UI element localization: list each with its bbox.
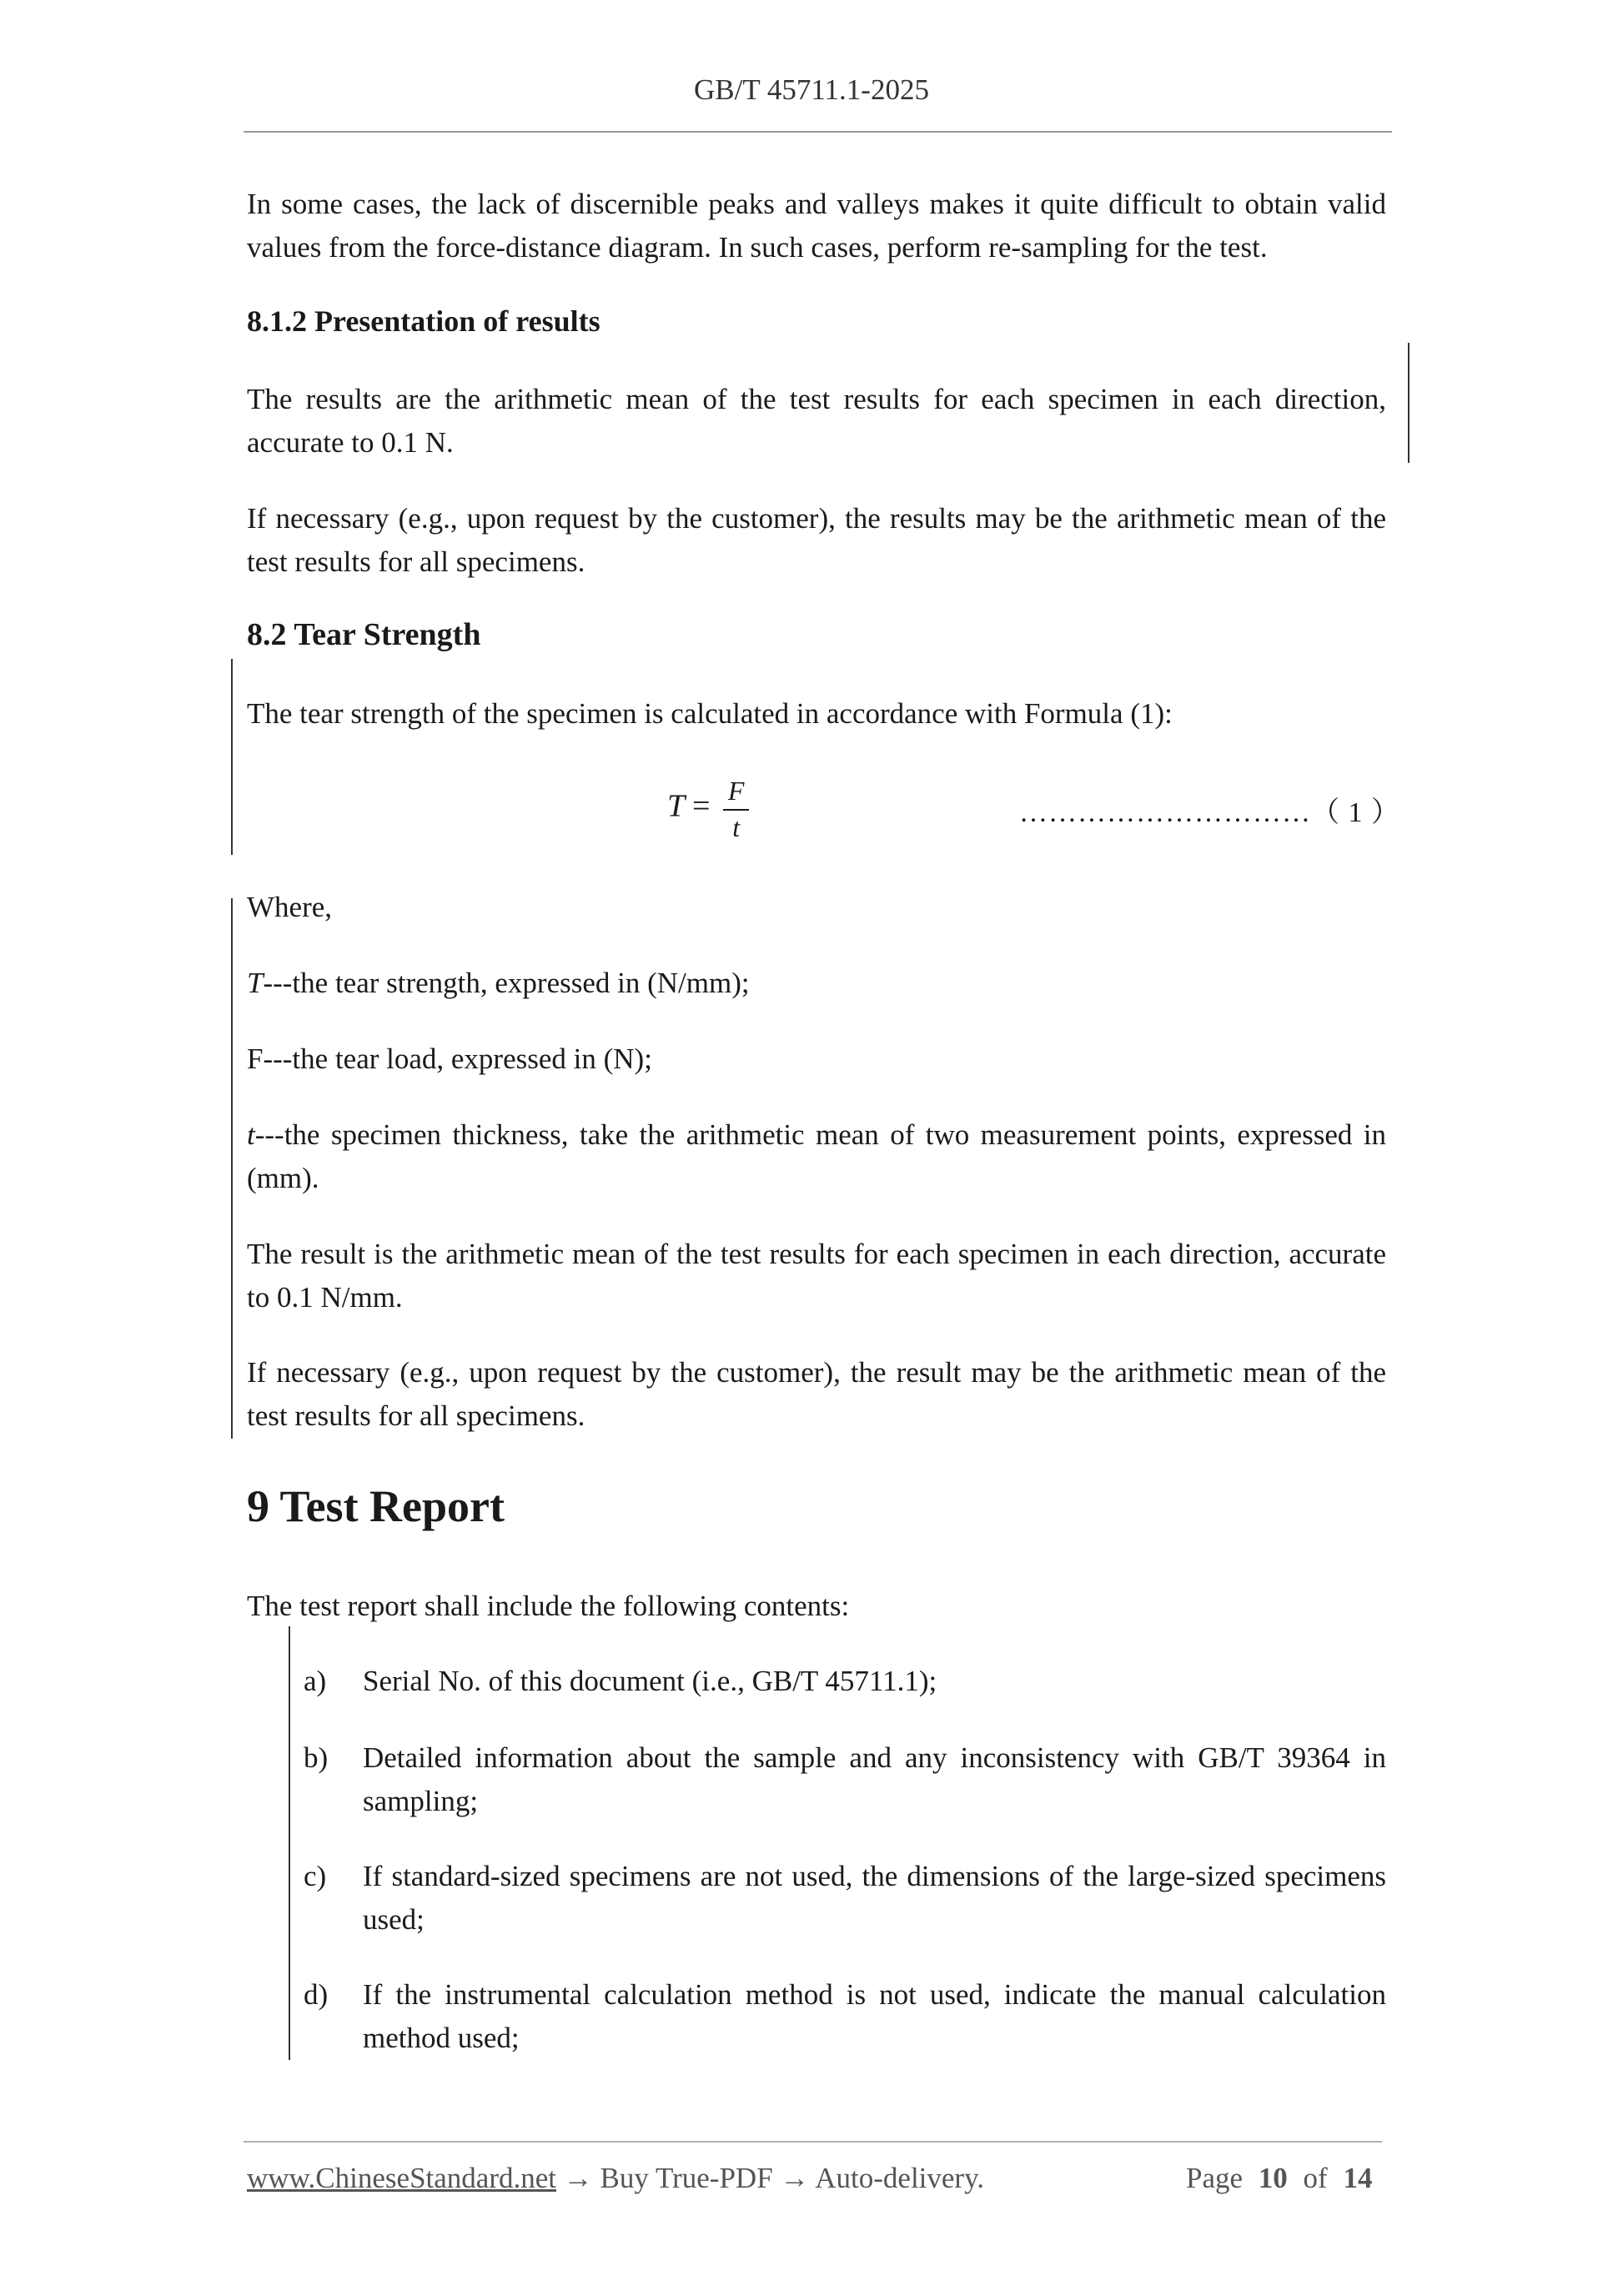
footer-rule xyxy=(244,2141,1382,2143)
list-item-c-text: If standard-sized specimens are not used, the dimensions of the large-sized specimens used; xyxy=(363,1860,1386,1936)
formula-denominator: t xyxy=(732,812,741,842)
list-item-c-mark: c) xyxy=(304,1860,327,1892)
list-item-b-mark: b) xyxy=(304,1741,329,1774)
test-report-intro: The test report shall include the following contents: xyxy=(247,1590,850,1622)
change-bar-8-1-2 xyxy=(1408,343,1409,463)
page-indicator xyxy=(1186,2162,1372,2195)
formula-1 xyxy=(667,774,749,844)
list-item-b-text: Detailed information about the sample and any inconsistency with GB/T 39364 in sampling; xyxy=(363,1741,1386,1817)
formula-numerator: F xyxy=(723,774,750,811)
section-8-2-title: 8.2 Tear Strength xyxy=(247,617,481,652)
tear-strength-intro: The tear strength of the specimen is calculated in accordance with Formula (1): xyxy=(247,697,1173,730)
formula-lhs: T xyxy=(667,788,685,824)
page-label: Page xyxy=(1186,2162,1244,2194)
definition-symbol: t xyxy=(247,1118,255,1151)
formula-equals: = xyxy=(691,788,711,824)
definition-symbol: T xyxy=(247,967,264,999)
definition-symbol: F xyxy=(247,1042,264,1075)
tear-result-paragraph-2: If necessary (e.g., upon request by the customer), the result may be the arithmetic mean of the test results for all specimens. xyxy=(247,1356,1386,1432)
page-total: 14 xyxy=(1343,2162,1373,2194)
results-paragraph-1: The results are the arithmetic mean of the test results for each specimen in each direction, accurate to 0.1 N. xyxy=(247,383,1386,459)
where-label: Where, xyxy=(247,891,333,923)
document-id-header: GB/T 45711.1-2025 xyxy=(694,73,929,106)
arrow-icon: → xyxy=(563,2162,593,2194)
formula-leader: ………………………… xyxy=(1019,797,1311,828)
results-paragraph-2: If necessary (e.g., upon request by the customer), the results may be the arithmetic mean of the test results for all specimens. xyxy=(247,502,1386,578)
section-8-1-2-title: 8.1.2 Presentation of results xyxy=(247,304,600,338)
change-bar-8-2-top xyxy=(231,659,233,855)
list-item-a-mark: a) xyxy=(304,1665,327,1697)
formula-fraction xyxy=(723,774,750,844)
buy-true-pdf-text: Buy True-PDF xyxy=(600,2162,773,2194)
definition-text: ---the tear load, expressed in (N); xyxy=(263,1042,652,1075)
definition-t-thickness xyxy=(247,1113,1386,1200)
intro-paragraph: In some cases, the lack of discernible peaks and valleys makes it quite difficult to obtain valid values from the force-distance diagram. In such cases, perform re-sampling for the test. xyxy=(247,188,1386,264)
list-item-d-text: If the instrumental calculation method is not used, indicate the manual calculation method used; xyxy=(363,1978,1386,2054)
definition-text: ---the specimen thickness, take the arithmetic mean of two measurement points, expressed in (mm). xyxy=(247,1118,1386,1194)
formula-number xyxy=(1019,789,1400,830)
section-9-title: 9 Test Report xyxy=(247,1481,505,1531)
page-of: of xyxy=(1303,2162,1328,2194)
definition-f-load xyxy=(247,1037,1386,1081)
footer-left xyxy=(247,2162,984,2195)
formula-number-label: （ 1 ） xyxy=(1311,797,1400,828)
change-bar-8-2-bottom xyxy=(231,898,233,1439)
change-bar-9 xyxy=(289,1626,290,2060)
site-link[interactable]: www.ChineseStandard.net xyxy=(247,2162,556,2194)
auto-delivery-text: Auto-delivery. xyxy=(815,2162,985,2194)
list-item-d-mark: d) xyxy=(304,1978,329,2011)
tear-result-paragraph-1: The result is the arithmetic mean of the test results for each specimen in each direction, accurate to 0.1 N/mm. xyxy=(247,1238,1386,1314)
definition-t-strength xyxy=(247,962,1386,1005)
definition-text: ---the tear strength, expressed in (N/mm); xyxy=(263,967,750,999)
header-rule xyxy=(244,131,1392,133)
arrow-icon: → xyxy=(780,2162,810,2194)
list-item-a-text: Serial No. of this document (i.e., GB/T 45711.1); xyxy=(363,1665,937,1697)
page-current: 10 xyxy=(1258,2162,1288,2194)
